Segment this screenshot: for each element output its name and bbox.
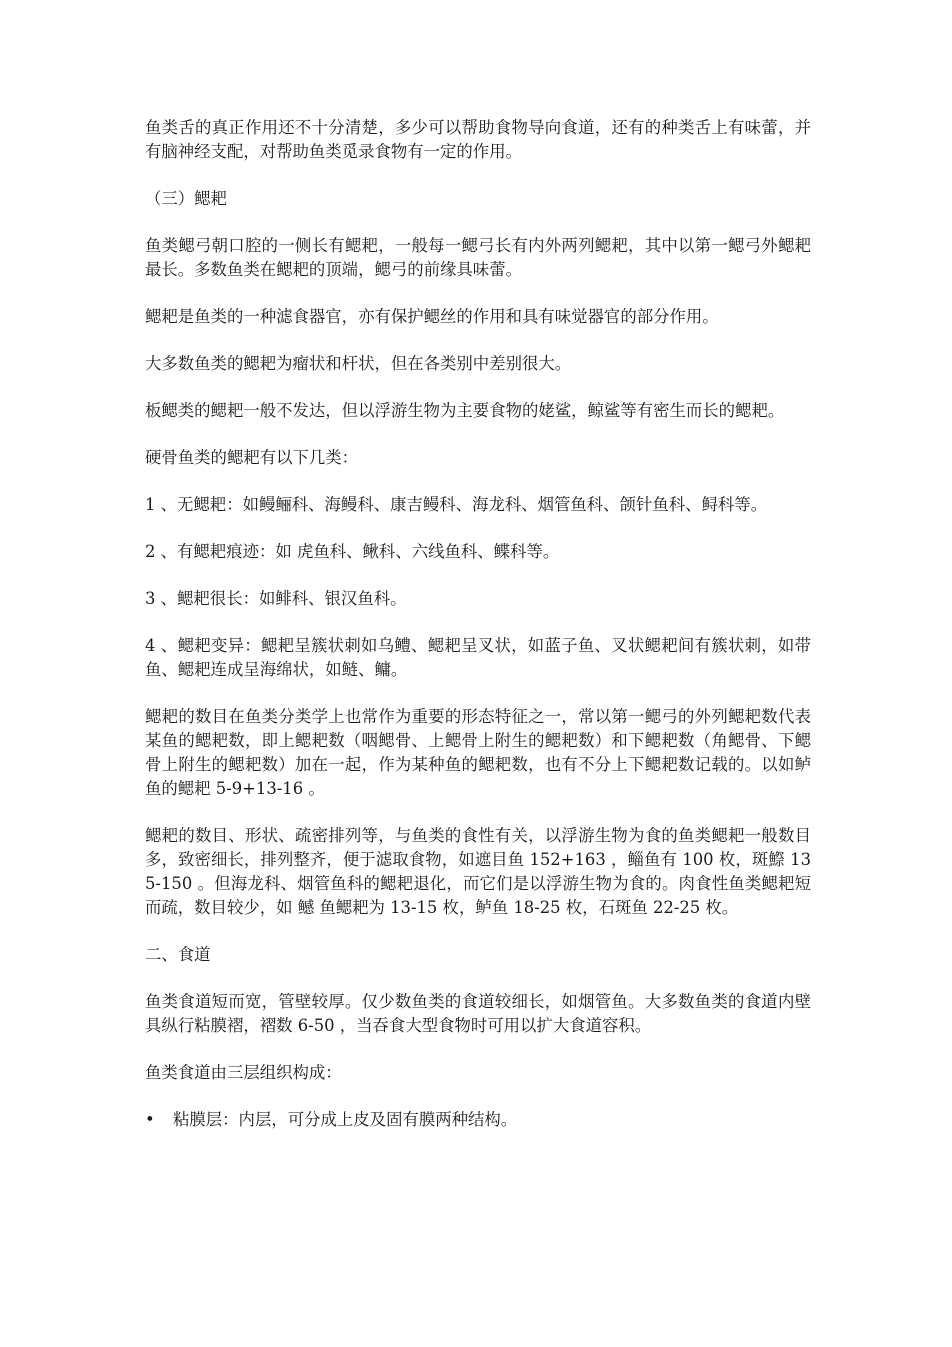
list-item-no-rakers: 1 、无鳃耙：如鳗鲡科、海鳗科、康吉鳗科、海龙科、烟管鱼科、颌针鱼科、鲟科等。 bbox=[145, 495, 768, 514]
list-item-vestigial-rakers: 2 、有鳃耙痕迹：如 虎鱼科、鳅科、六线鱼科、鲽科等。 bbox=[145, 542, 560, 561]
paragraph-tongue-function: 鱼类舌的真正作用还不十分清楚，多少可以帮助食物导向食道，还有的种类舌上有味蕾，并有脑神经支配，对帮助鱼类觅录食物有一定的作用。 bbox=[145, 118, 811, 161]
paragraph-raker-feeding-habits: 鳃耙的数目、形状、疏密排列等，与鱼类的食性有关，以浮游生物为食的鱼类鳃耙一般数目多，致密细长，排列整齐，便于滤取食物，如遮目鱼 152+163 ，鲻鱼有 100 枚，斑鰶 135-150 。但海龙科、烟管鱼科的鳃耙退化，而它们是以浮游生物为食的。肉食性鱼类鳃耙短而疏，数目较少，如 鳡 鱼鳃耙为 13-15 枚，鲈鱼 18-25 枚，石斑鱼 22-25 枚。 bbox=[145, 826, 811, 917]
list-item-long-rakers: 3 、鳃耙很长：如鲱科、银汉鱼科。 bbox=[145, 589, 407, 608]
list-item-modified-rakers: 4 、鳃耙变异：鳃耙呈簇状刺如乌鳢、鳃耙呈叉状，如蓝子鱼、叉状鳃耙间有簇状刺，如带鱼、鳃耙连成呈海绵状，如鲢、鳙。 bbox=[145, 636, 811, 679]
bullet-dot-icon: • bbox=[145, 1110, 155, 1129]
paragraph-esophagus-layers-intro: 鱼类食道由三层组织构成： bbox=[145, 1063, 342, 1082]
paragraph-gill-raker-location: 鱼类鳃弓朝口腔的一侧长有鳃耙，一般每一鳃弓长有内外两列鳃耙，其中以第一鳃弓外鳃耙最长。多数鱼类在鳃耙的顶端，鳃弓的前缘具味蕾。 bbox=[145, 236, 811, 279]
section-heading-esophagus: 二、食道 bbox=[145, 945, 211, 964]
paragraph-raker-count-taxonomy: 鳃耙的数目在鱼类分类学上也常作为重要的形态特征之一，常以第一鳃弓的外列鳃耙数代表某鱼的鳃耙数，即上鳃耙数（咽鳃骨、上鳃骨上附生的鳃耙数）和下鳃耙数（角鳃骨、下鳃骨上附生的鳃耙数）加在一起，作为某种鱼的鳃耙数，也有不分上下鳃耙数记载的。以如鲈鱼的鳃耙 5-9+13-16 。 bbox=[145, 707, 811, 798]
paragraph-gill-raker-role: 鳃耙是鱼类的一种滤食器官，亦有保护鳃丝的作用和具有味觉器官的部分作用。 bbox=[145, 307, 719, 326]
paragraph-teleost-rakers-intro: 硬骨鱼类的鳃耙有以下几类： bbox=[145, 448, 359, 467]
document-body bbox=[145, 116, 811, 1132]
paragraph-elasmobranch-rakers: 板鳃类的鳃耙一般不发达，但以浮游生物为主要食物的姥鲨，鲸鲨等有密生而长的鳃耙。 bbox=[145, 401, 785, 420]
bullet-item-mucosa bbox=[145, 1108, 811, 1132]
section-heading-gill-rakers: （三）鳃耙 bbox=[145, 189, 227, 208]
paragraph-esophagus-structure: 鱼类食道短而宽，管壁较厚。仅少数鱼类的食道较细长，如烟管鱼。大多数鱼类的食道内壁具纵行粘膜褶，褶数 6-50 ，当吞食大型食物时可用以扩大食道容积。 bbox=[145, 992, 811, 1035]
bullet-text: 粘膜层：内层，可分成上皮及固有膜两种结构。 bbox=[173, 1110, 518, 1129]
paragraph-gill-raker-shape: 大多数鱼类的鳃耙为瘤状和杆状，但在各类别中差别很大。 bbox=[145, 354, 572, 373]
